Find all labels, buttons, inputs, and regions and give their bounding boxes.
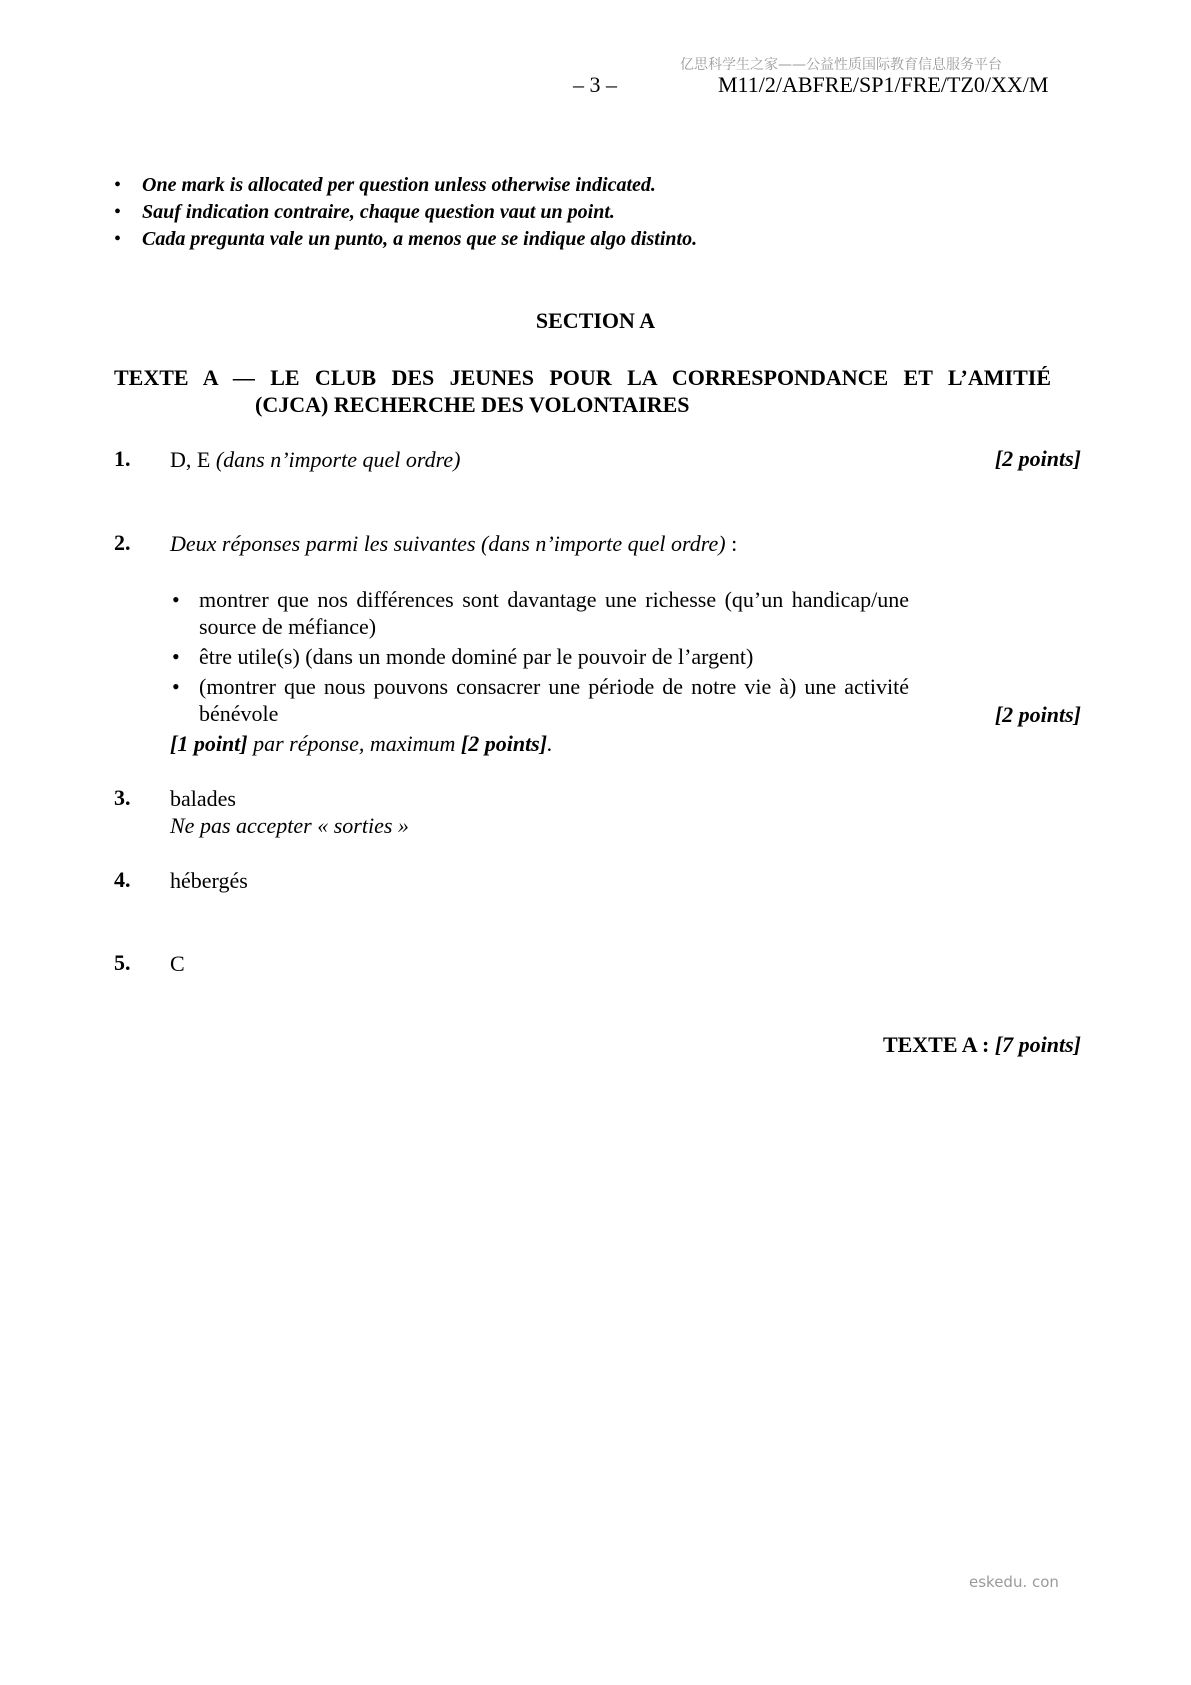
question-3-number: 3. [114, 785, 131, 810]
page-number: – 3 – [573, 72, 617, 97]
question-2-instruction [170, 530, 737, 557]
question-2-instruction-text: Deux réponses parmi les suivantes (dans n’importe quel ordre) [170, 531, 726, 556]
question-2-scoring [170, 730, 553, 757]
question-2-option-3: • (montrer que nous pouvons consacrer une période de notre vie à) une activité bénévole [172, 673, 909, 727]
question-2-scoring-max: [2 points] [460, 731, 548, 756]
general-note-french: • Sauf indication contraire, chaque question vaut un point. [114, 199, 697, 226]
question-2-options-list [172, 586, 909, 730]
watermark-footer: eskedu. con [969, 1573, 1059, 1591]
document-code: M11/2/ABFRE/SP1/FRE/TZ0/XX/M [718, 72, 1049, 97]
question-4-number: 4. [114, 867, 131, 892]
watermark-header: 亿思科学生之家——公益性质国际教育信息服务平台 [680, 57, 1002, 73]
text-a-total [883, 1032, 1081, 1058]
general-note-english: • One mark is allocated per question unless otherwise indicated. [114, 172, 697, 199]
question-1-answer [170, 446, 460, 473]
question-3-answer: balades [170, 786, 236, 811]
question-2-scoring-points: [1 point] [170, 731, 248, 756]
question-1-number: 1. [114, 446, 131, 471]
question-1-note: (dans n’importe quel ordre) [215, 447, 461, 472]
text-a-total-label: TEXTE A : [882, 1032, 990, 1057]
text-title [114, 364, 1051, 418]
question-2-option-2: • être utile(s) (dans un monde dominé par le pouvoir de l’argent) [172, 643, 909, 670]
section-title: SECTION A [535, 308, 656, 333]
question-2-points: [2 points] [994, 702, 1081, 727]
question-2-instruction-suffix: : [725, 531, 738, 556]
question-2-scoring-end: . [547, 731, 553, 756]
question-4-answer: hébergés [170, 868, 248, 893]
question-5-answer: C [170, 951, 185, 976]
general-note-spanish: • Cada pregunta vale un punto, a menos que se indique algo distinto. [114, 226, 697, 253]
text-title-line-1: TEXTE A — LE CLUB DES JEUNES POUR LA CORRESPONDANCE ET L’AMITIÉ [114, 365, 1051, 390]
question-1-answer-text: D, E [170, 447, 211, 472]
general-notes-list [114, 172, 697, 253]
question-2-option-1: • montrer que nos différences sont davantage une richesse (qu’un handicap/une source de méfiance) [172, 586, 909, 640]
question-2-number: 2. [114, 530, 131, 555]
question-5-number: 5. [114, 950, 131, 975]
text-a-total-points: [7 points] [994, 1032, 1081, 1057]
text-title-line-2: (CJCA) RECHERCHE DES VOLONTAIRES [255, 392, 690, 417]
question-2-scoring-middle: par réponse, maximum [247, 731, 461, 756]
question-3-note: Ne pas accepter « sorties » [170, 813, 409, 838]
question-1-points: [2 points] [994, 446, 1081, 471]
